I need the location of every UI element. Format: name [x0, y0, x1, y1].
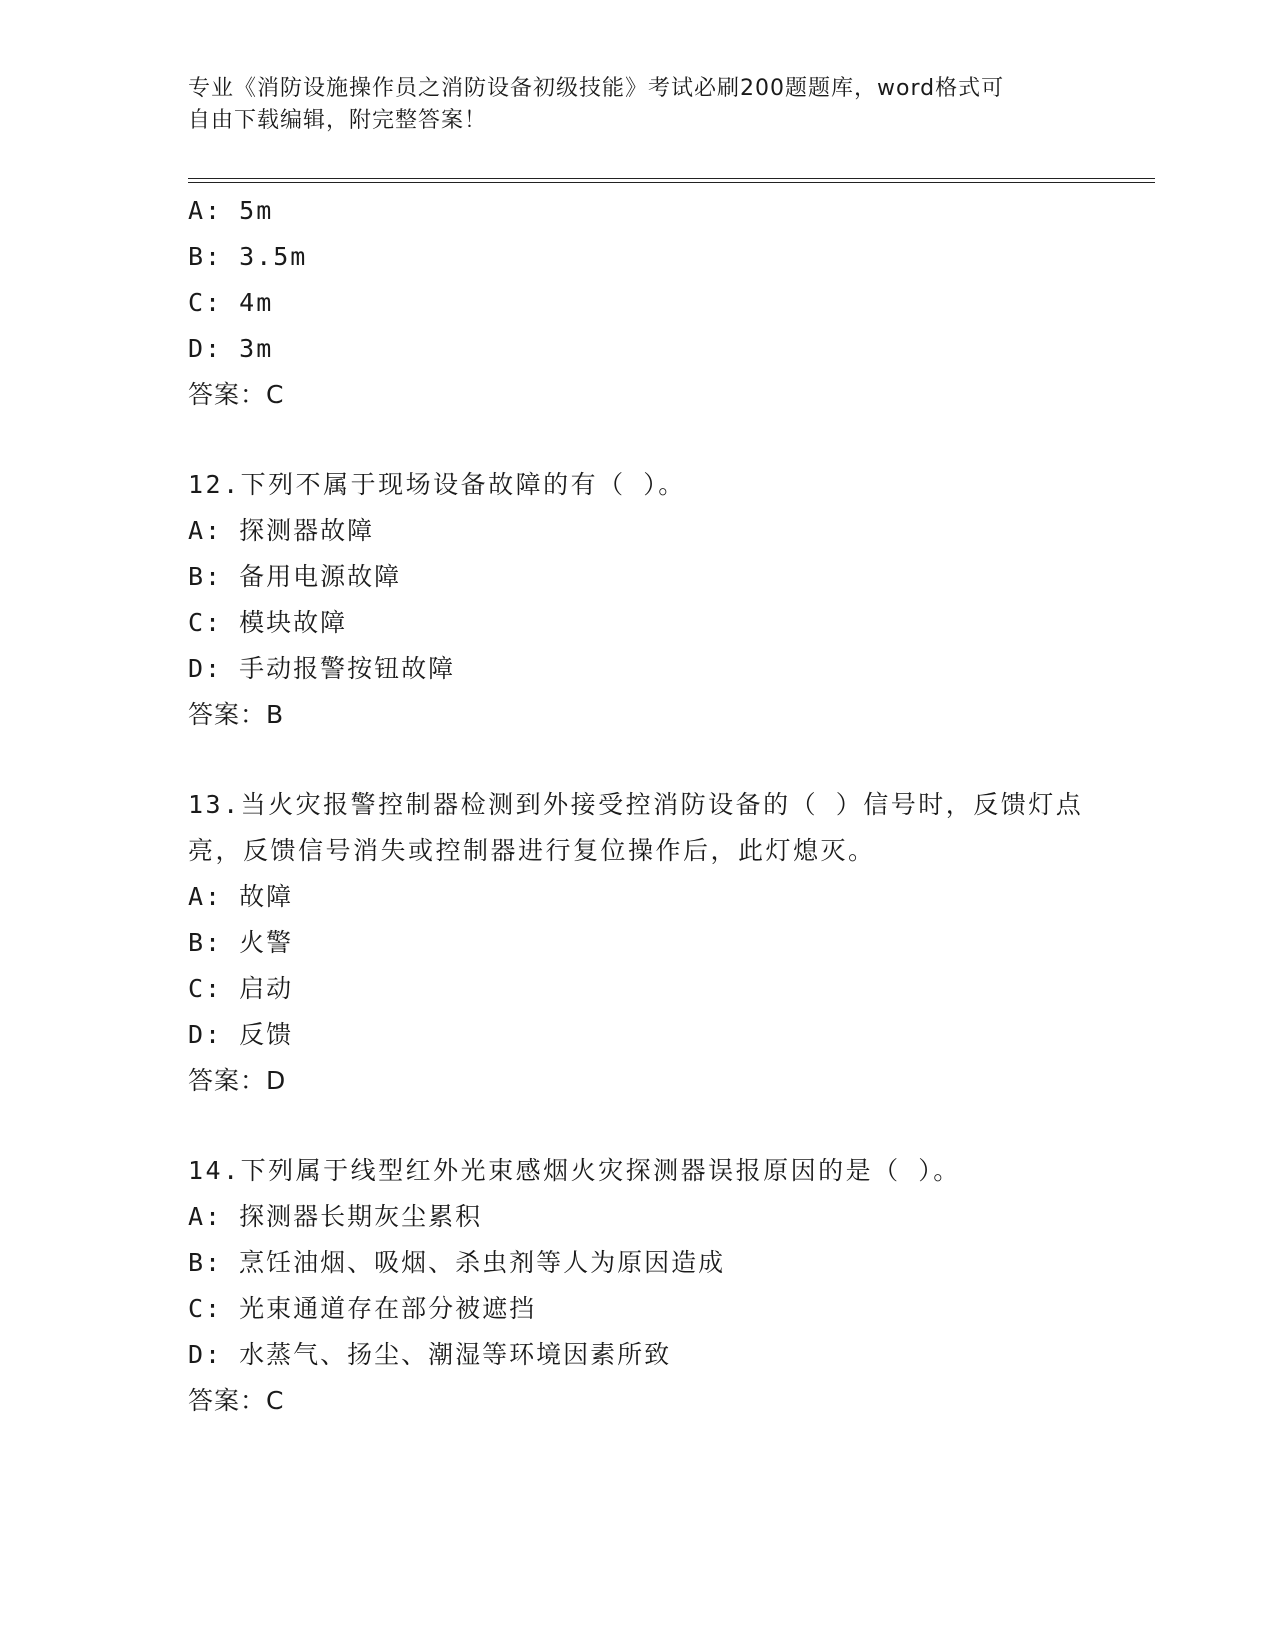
option-d: D: 3m: [188, 334, 274, 363]
option-c: C: 启动: [188, 974, 294, 1003]
option-d: D: 反馈: [188, 1020, 294, 1049]
answer: 答案：B: [188, 700, 285, 729]
option-b: B: 火警: [188, 928, 294, 957]
option-c: C: 光束通道存在部分被遮挡: [188, 1294, 537, 1323]
option-c: C: 模块故障: [188, 608, 348, 637]
question-text: 12.下列不属于现场设备故障的有（ ）。: [188, 470, 686, 499]
header-divider-bottom: [188, 182, 1155, 183]
spacer: [188, 418, 1148, 462]
option-c: C: 4m: [188, 288, 274, 317]
option-d: D: 手动报警按钮故障: [188, 654, 456, 683]
header-divider-top: [188, 178, 1155, 179]
option-a: A: 5m: [188, 196, 274, 225]
option-a: A: 探测器长期灰尘累积: [188, 1202, 483, 1231]
header-line-1: 专业《消防设施操作员之消防设备初级技能》考试必刷200题题库，word格式可: [188, 76, 1005, 101]
option-b: B: 烹饪油烟、吸烟、杀虫剂等人为原因造成: [188, 1248, 726, 1277]
option-b: B: 3.5m: [188, 242, 308, 271]
question-12-block: [188, 462, 1148, 738]
question-11-block: [188, 188, 1148, 418]
question-13-block: [188, 782, 1148, 1104]
document-body: [188, 188, 1148, 1424]
option-a: A: 探测器故障: [188, 516, 375, 545]
option-a: A: 故障: [188, 882, 294, 911]
header-line-2: 自由下载编辑，附完整答案！: [188, 108, 488, 133]
question-14-block: [188, 1148, 1148, 1424]
answer: 答案：C: [188, 380, 285, 409]
option-b: B: 备用电源故障: [188, 562, 402, 591]
question-text: 14.下列属于线型红外光束感烟火灾探测器误报原因的是（ ）。: [188, 1156, 961, 1185]
spacer: [188, 1104, 1148, 1148]
answer: 答案：D: [188, 1066, 287, 1095]
answer: 答案：C: [188, 1386, 285, 1415]
option-d: D: 水蒸气、扬尘、潮湿等环境因素所致: [188, 1340, 672, 1369]
spacer: [188, 738, 1148, 782]
document-header: [188, 73, 1088, 137]
question-text: 13.当火灾报警控制器检测到外接受控消防设备的（ ）信号时，反馈灯点亮，反馈信号消失或控制器进行复位操作后，此灯熄灭。: [188, 790, 1084, 865]
